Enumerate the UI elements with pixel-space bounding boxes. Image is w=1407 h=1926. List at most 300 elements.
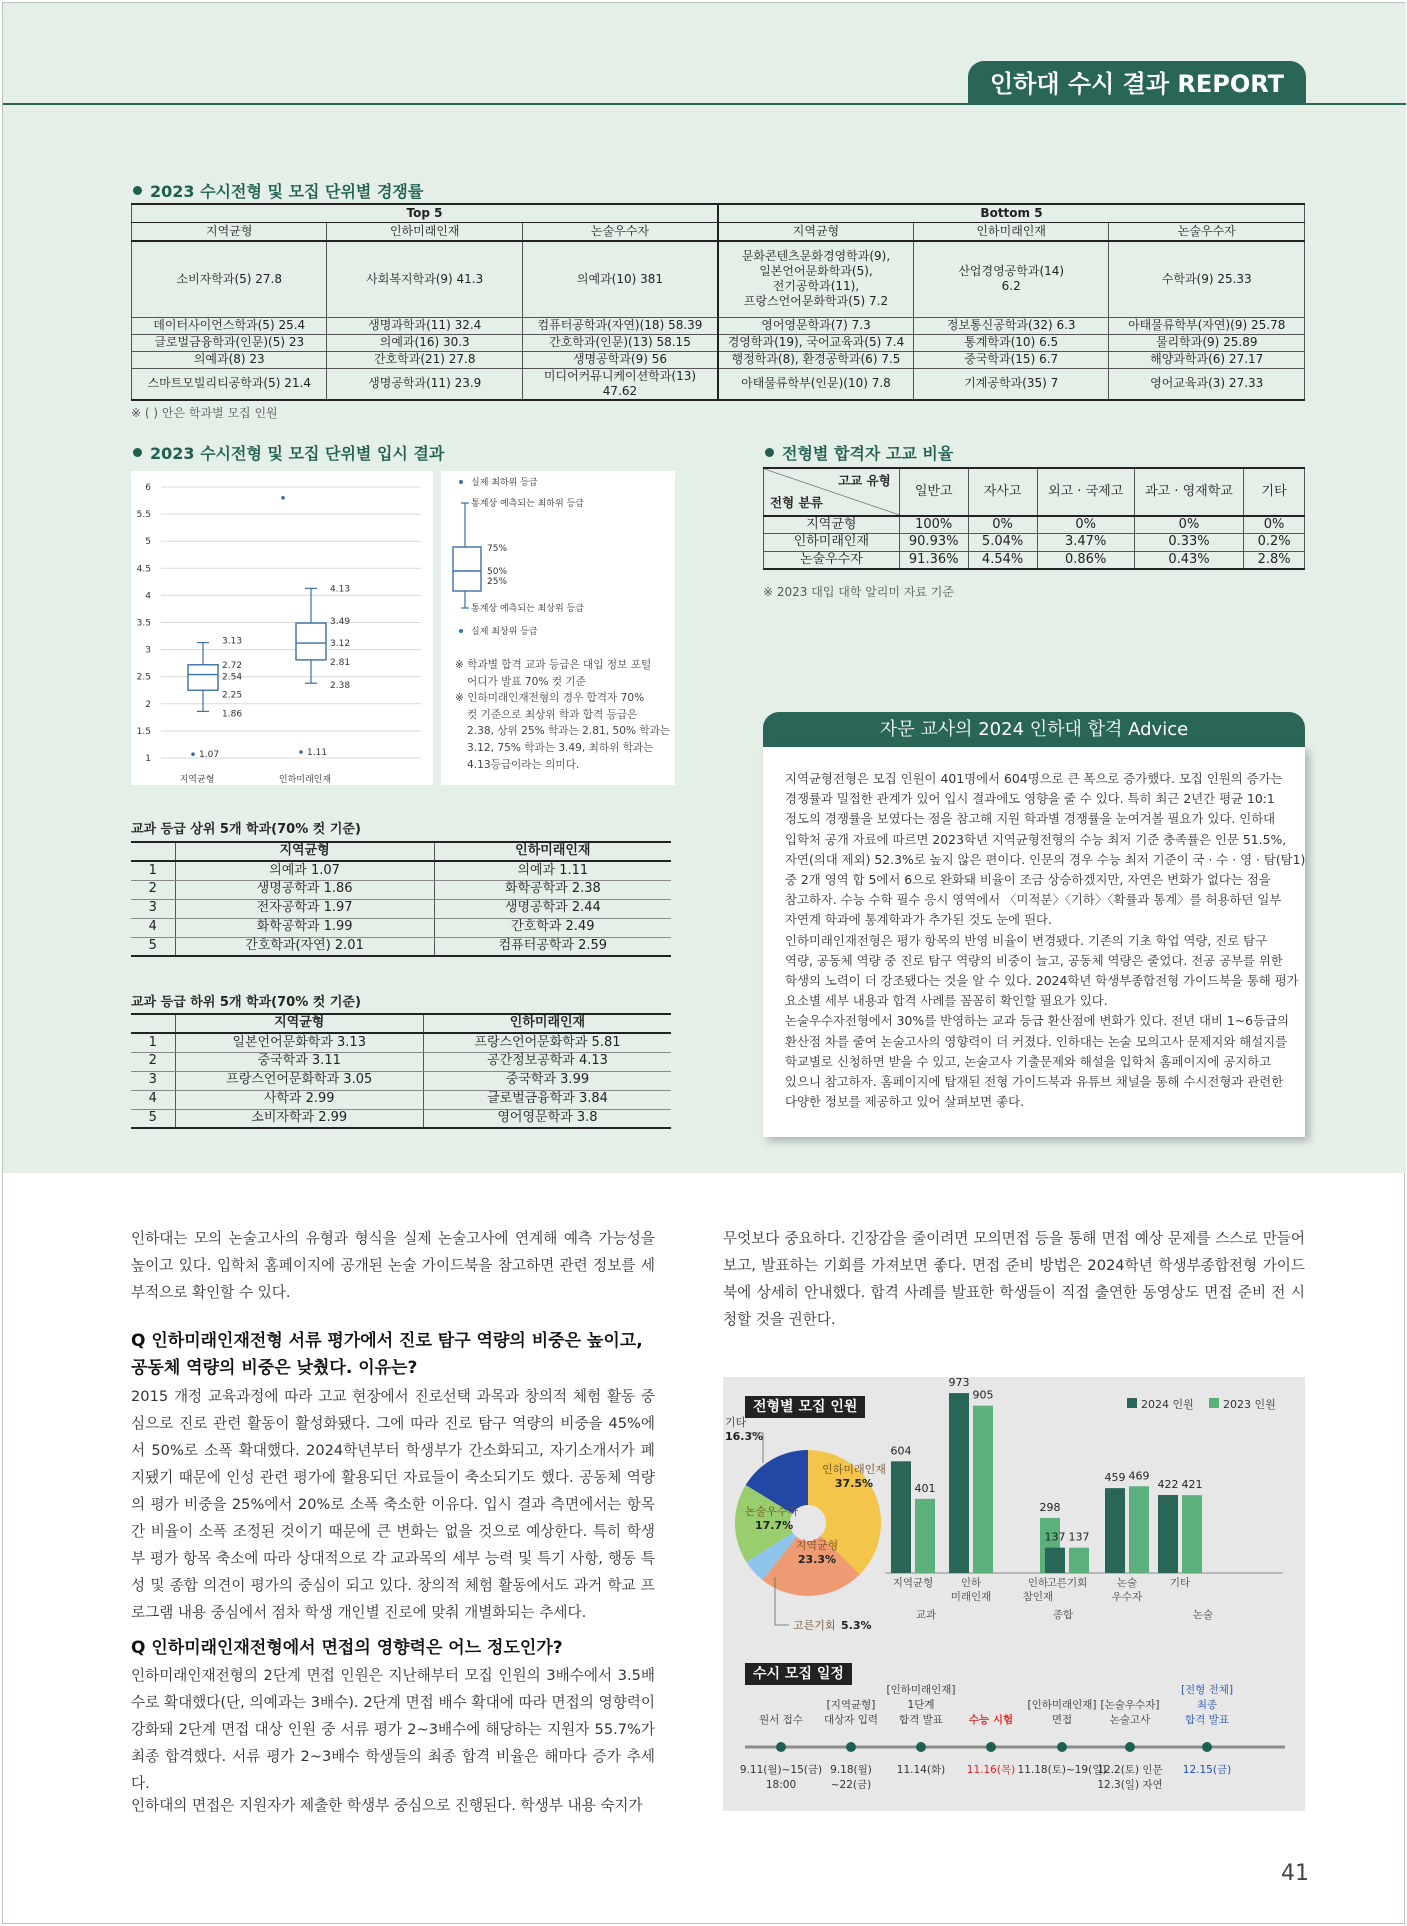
box xyxy=(188,665,218,690)
advice-line: 다양한 정보를 제공하고 있어 살펴보면 좋다. xyxy=(785,1094,1025,1110)
table-row xyxy=(764,534,1305,551)
advice-line: 참고하자. 수능 수학 필수 응시 영역에서 〈미적분〉〈기하〉〈확률과 통계〉를 허용하던 일부 xyxy=(785,892,1282,908)
schedule-step-label: [인하미래인재] xyxy=(886,1684,956,1696)
ratio-cell: 3.47% xyxy=(1037,534,1134,551)
ratio-cell: 5.04% xyxy=(968,534,1037,551)
competition-cell: 정보통신공학과(32) 6.3 xyxy=(913,317,1108,334)
min-point xyxy=(299,750,303,754)
competition-cell: 스마트모빌리티공학과(5) 21.4 xyxy=(132,368,327,400)
competition-cell: 생명공학과(11) 23.9 xyxy=(327,368,522,400)
advice-line: 역량, 공동체 역량 중 진로 탐구 역량의 비중이 늘고, 공동체 역량은 줄었다. 전공 공부를 위한 xyxy=(785,952,1283,968)
track-cell: 지역균형 xyxy=(764,516,900,534)
bar-value-label: 137 xyxy=(1068,1530,1090,1544)
ratio-title: 전형별 합격자 고교 비율 xyxy=(782,444,954,463)
ratio-cell: 0% xyxy=(1244,516,1305,534)
corner-top: 고교 유형 xyxy=(838,473,891,489)
schedule-step-label: 수능 시험 xyxy=(968,1714,1014,1726)
ratio-col: 과고 · 영재학교 xyxy=(1134,468,1243,516)
advice-title: 자문 교사의 2024 인하대 합격 Advice xyxy=(763,712,1305,748)
bar xyxy=(949,1393,969,1573)
pie-slice-name: 기타 xyxy=(725,1416,747,1429)
ratio-cell: 0% xyxy=(968,516,1037,534)
boxplot-chart xyxy=(131,471,433,785)
admission-heading xyxy=(133,441,444,464)
table-row xyxy=(132,351,1305,368)
value-label: 2.54 xyxy=(222,672,243,683)
schedule-step-label: 대상자 입력 xyxy=(823,1714,879,1726)
timeline-dot xyxy=(916,1742,926,1752)
recruit-title: 전형별 모집 인원 xyxy=(745,1396,865,1418)
pie-slice-value: 23.3% xyxy=(797,1553,837,1566)
bar-category-label: 인하 xyxy=(1027,1577,1049,1589)
bar-category-label: 우수자 xyxy=(1111,1591,1143,1603)
dept-cell: 화학공학과 2.38 xyxy=(434,880,671,899)
col-header: 지역균형 xyxy=(175,842,434,861)
top5-title: 교과 등급 상위 5개 학과(70% 컷 기준) xyxy=(131,822,361,837)
x-category-label: 인하미래인재 xyxy=(278,775,332,785)
competition-col: 논술우수자 xyxy=(522,222,718,241)
competition-col: 지역균형 xyxy=(132,222,327,241)
dept-cell: 일본언어문화학과 3.13 xyxy=(175,1033,423,1052)
rank-cell: 2 xyxy=(131,1052,175,1071)
ratio-cell: 91.36% xyxy=(899,551,968,569)
dept-cell: 간호학과(자연) 2.01 xyxy=(175,937,434,956)
pie-slice-value: 17.7% xyxy=(755,1519,794,1532)
schedule-step-date: ~22(금) xyxy=(830,1779,872,1791)
page xyxy=(2,2,1405,1924)
dept-cell: 컴퓨터공학과 2.59 xyxy=(434,937,671,956)
value-label: 2.72 xyxy=(222,660,243,671)
advice-line: 중 2개 영역 합 5에서 6으로 완화돼 비율이 조금 상승하겠지만, 자연은 변화가 없다는 점을 xyxy=(785,872,1271,888)
competition-cell: 미디어커뮤니케이션학과(13) 47.62 xyxy=(522,368,718,400)
pie-slice-value: 16.3% xyxy=(725,1430,764,1443)
competition-col: 논술우수자 xyxy=(1109,222,1305,241)
legend-2024-label: 2024 인원 xyxy=(1141,1398,1194,1411)
schedule-step-label: [지역균형] xyxy=(826,1699,876,1711)
ratio-header-row xyxy=(764,468,1305,516)
boxplot-note-line: 어디가 발표 70% 컷 기준 xyxy=(467,675,586,688)
table-row xyxy=(131,861,671,880)
legend-actual-low: 실제 최하위 등급 xyxy=(471,478,538,488)
schedule-step-label: 합격 발표 xyxy=(1185,1714,1229,1726)
competition-col: 지역균형 xyxy=(718,222,913,241)
schedule-step-label: [인하미래인재] xyxy=(1027,1699,1097,1711)
value-label: 2.25 xyxy=(222,690,243,701)
bar-category-label: 참인재 xyxy=(1022,1591,1054,1603)
legend-dot-icon xyxy=(459,629,463,633)
col-header: 인하미래인재 xyxy=(423,1014,671,1033)
rank-cell: 2 xyxy=(131,880,175,899)
rank-cell: 5 xyxy=(131,937,175,956)
table-row xyxy=(131,1109,671,1128)
competition-cell: 영어영문학과(7) 7.3 xyxy=(718,317,913,334)
dept-cell: 사학과 2.99 xyxy=(175,1090,423,1109)
bar xyxy=(1129,1486,1149,1573)
question-2: Q 인하미래인재전형에서 면접의 영향력은 어느 정도인가? xyxy=(131,1638,563,1658)
dept-cell: 프랑스언어문화학과 5.81 xyxy=(423,1033,671,1052)
rank-cell: 5 xyxy=(131,1109,175,1128)
dept-cell: 의예과 1.11 xyxy=(434,861,671,880)
ratio-cell: 4.54% xyxy=(968,551,1037,569)
bar-value-label: 905 xyxy=(972,1388,994,1402)
bar-value-label: 298 xyxy=(1039,1500,1061,1514)
boxplot-legend-panel xyxy=(441,471,675,785)
legend-p50: 50% xyxy=(487,567,508,577)
advice-line: 입학처 공개 자료에 따르면 2023학년 지역균형전형의 수능 최저 기준 충족률은 인문 51.5%, xyxy=(785,831,1287,847)
y-tick-label: 5.5 xyxy=(136,510,151,521)
y-tick-label: 1.5 xyxy=(136,726,151,737)
table-row xyxy=(131,918,671,937)
col-header: 지역균형 xyxy=(175,1014,423,1033)
schedule-step-date: 18:00 xyxy=(765,1779,797,1791)
competition-cell: 사회복지학과(9) 41.3 xyxy=(327,241,522,317)
ratio-col: 일반고 xyxy=(899,468,968,516)
timeline-dot xyxy=(1057,1742,1067,1752)
rank-cell: 4 xyxy=(131,918,175,937)
legend-2024-swatch xyxy=(1127,1398,1137,1408)
advice-line: 있으니 참고하자. 홈페이지에 탑재된 전형 가이드북과 유튜브 채널을 통해 수시전형과 관련한 xyxy=(785,1074,1284,1090)
bar xyxy=(915,1499,935,1573)
schedule-step-date: 12.3(일) 자연 xyxy=(1097,1779,1163,1791)
bar-value-label: 422 xyxy=(1157,1477,1179,1491)
legend-2023-swatch xyxy=(1209,1398,1219,1408)
x-category-label: 지역균형 xyxy=(179,775,215,785)
y-tick-label: 4.5 xyxy=(136,564,151,575)
competition-cell: 간호학과(인문)(13) 58.15 xyxy=(522,334,718,351)
dept-cell: 프랑스언어문화학과 3.05 xyxy=(175,1071,423,1090)
dept-cell: 글로벌금융학과 3.84 xyxy=(423,1090,671,1109)
schedule-step-label: [논술우수자] xyxy=(1100,1699,1160,1711)
article-right: 무엇보다 중요하다. 긴장감을 줄이려면 모의면접 등을 통해 면접 예상 문제를 스스로 만들어 보고, 발표하는 기회를 가져보면 좋다. 면접 준비 방법은 2024학년 학생부종합전형 가이드북에 상세히 안내했다. 합격 사례를 발표한 학생들이 직접 출연한 동영상도 면접 준비 전 시청할 것을 권한다. xyxy=(723,1230,1305,1328)
bar-group-label: 논술 xyxy=(1192,1609,1214,1621)
bullet-icon xyxy=(765,448,774,457)
bar-value-label: 421 xyxy=(1181,1478,1203,1492)
competition-cell: 중국학과(15) 6.7 xyxy=(913,351,1108,368)
ratio-corner xyxy=(764,468,900,516)
competition-cell: 수학과(9) 25.33 xyxy=(1109,241,1305,317)
top5-table xyxy=(131,841,671,957)
rank-cell: 1 xyxy=(131,861,175,880)
rank-col xyxy=(131,1014,175,1033)
dept-cell: 중국학과 3.99 xyxy=(423,1071,671,1090)
pie-slice-name: 고른기회 xyxy=(793,1619,836,1632)
dept-cell: 간호학과 2.49 xyxy=(434,918,671,937)
top5-label: Top 5 xyxy=(132,204,718,222)
value-label: 1.11 xyxy=(307,748,328,759)
bar-category-label: 지역균형 xyxy=(892,1577,934,1589)
ratio-col: 자사고 xyxy=(968,468,1037,516)
ratio-cell: 0.2% xyxy=(1244,534,1305,551)
ratio-table-wrap xyxy=(763,467,1305,570)
competition-table xyxy=(131,203,1305,401)
min-point xyxy=(191,752,195,756)
pie-slice-name: 지역균형 xyxy=(795,1539,839,1552)
table-row xyxy=(764,551,1305,569)
recruit-charts xyxy=(723,1377,1305,1811)
legend-dot-icon xyxy=(459,480,463,484)
table-row xyxy=(132,317,1305,334)
bar xyxy=(1158,1495,1178,1573)
competition-cell: 아태물류학부(자연)(9) 25.78 xyxy=(1109,317,1305,334)
rank-col xyxy=(131,842,175,861)
answer-1: 2015 개정 교육과정에 따라 고교 현장에서 진로선택 과목과 창의적 체험 활동 중심으로 진로 관련 활동이 활성화됐다. 그에 따라 진로 탐구 역량의 비중을 45%에서 50%로 소폭 확대했다. 2024학년부터 학생부가 간소화되고, 자기소개서가 폐지됐기 때문에 인성 관련 평가에 활용되던 자료들이 축소되기도 했다. 공동체 역량의 평가 비중을 25%에서 20%로 소폭 축소한 이유다. 입시 결과 측면에서는 항목 간 비율이 소폭 조정된 것이기 때문에 큰 변화는 없을 것으로 예상한다. 특히 학생부 평가 항목 축소에 따라 상대적으로 각 교과목의 세부 능력 및 특기 사항, 행동 특성 및 종합 의견이 평가의 중심이 되고 있다. 창의적 체험 활동에서도 과거 학교 프로그램 내용 중심에서 점차 학생 개인별 진로에 맞춰 개별화되는 추세다. xyxy=(131,1388,655,1621)
boxplot-note-line: ※ 학과별 합격 교과 등급은 대입 정보 포털 xyxy=(455,659,652,671)
report-title: 인하대 수시 결과 REPORT xyxy=(968,61,1306,105)
schedule-step-date: 11.18(토)~19(일) xyxy=(1017,1764,1107,1776)
timeline-dot xyxy=(846,1742,856,1752)
value-label: 3.13 xyxy=(222,636,243,647)
timeline-dot xyxy=(776,1742,786,1752)
dept-cell: 의예과 1.07 xyxy=(175,861,434,880)
competition-cell: 의예과(10) 381 xyxy=(522,241,718,317)
competition-cell: 의예과(16) 30.3 xyxy=(327,334,522,351)
pie-slice-name: 논술우수자 xyxy=(745,1505,799,1518)
value-label: 2.81 xyxy=(330,657,351,668)
bar-value-label: 137 xyxy=(1044,1530,1066,1544)
pie-slice-value: 5.3% xyxy=(841,1619,872,1632)
boxplot-notes xyxy=(455,657,670,773)
advice-line: 자연(의대 제외) 52.3%로 높지 않은 편이다. 인문의 경우 수능 최저 기준이 국 · 수 · 영 · 탐(탐1) xyxy=(785,851,1306,867)
question-1: Q 인하미래인재전형 서류 평가에서 진로 탐구 역량의 비중은 높이고, 공동체 역량의 비중은 낮췄다. 이유는? xyxy=(131,1331,643,1378)
bar-value-label: 604 xyxy=(890,1444,912,1458)
value-label: 3.12 xyxy=(330,639,351,650)
advice-line: 자연계 학과에 통계학과가 추가된 것도 눈에 띈다. xyxy=(785,912,1052,928)
bar-value-label: 973 xyxy=(948,1377,970,1390)
table-header-row xyxy=(131,842,671,861)
rank-cell: 3 xyxy=(131,899,175,918)
ratio-table xyxy=(763,467,1305,570)
bottom5-table-wrap xyxy=(131,1013,671,1129)
competition-cell: 경영학과(19), 국어교육과(5) 7.4 xyxy=(718,334,913,351)
table-row xyxy=(131,1033,671,1052)
ratio-cell: 90.93% xyxy=(899,534,968,551)
y-tick-label: 2.5 xyxy=(136,672,151,683)
track-cell: 인하미래인재 xyxy=(764,534,900,551)
legend-box xyxy=(453,547,481,591)
table-row xyxy=(131,1052,671,1071)
bar-value-label: 469 xyxy=(1128,1469,1150,1483)
y-tick-label: 5 xyxy=(145,537,151,548)
ratio-cell: 100% xyxy=(899,516,968,534)
legend-actual-high: 실제 최상위 등급 xyxy=(471,627,538,637)
table-row xyxy=(764,516,1305,534)
boxplot-note-line: 컷 기준으로 최상위 학과 합격 등급은 xyxy=(467,708,638,721)
competition-heading xyxy=(133,179,423,202)
competition-cell: 생명과학과(11) 32.4 xyxy=(327,317,522,334)
table-row xyxy=(131,937,671,956)
bar-category-label: 고른기회 xyxy=(1046,1577,1088,1589)
advice-line: 환산점 차를 줄여 논술고사의 영향력이 더 커졌다. 인하대는 논술 모의고사 문제지와 해설지를 xyxy=(785,1033,1288,1049)
bottom5-table xyxy=(131,1013,671,1129)
ratio-col: 외고 · 국제고 xyxy=(1037,468,1134,516)
advice-line: 논술우수자전형에서 30%를 반영하는 교과 등급 환산점에 변화가 있다. 전년 대비 1~6등급의 xyxy=(785,1013,1289,1029)
legend-p25: 25% xyxy=(487,577,508,587)
rank-cell: 1 xyxy=(131,1033,175,1052)
timeline-dot xyxy=(1125,1742,1135,1752)
bar xyxy=(1045,1548,1065,1573)
answer-2-cont: 인하대의 면접은 지원자가 제출한 학생부 중심으로 진행된다. 학생부 내용 숙지가 xyxy=(131,1797,643,1814)
y-tick-label: 3.5 xyxy=(136,618,151,629)
y-tick-label: 6 xyxy=(145,483,151,493)
value-label: 1.86 xyxy=(222,709,243,720)
competition-cell: 아태물류학부(인문)(10) 7.8 xyxy=(718,368,913,400)
dept-cell: 소비자학과 2.99 xyxy=(175,1109,423,1128)
competition-cell: 행정학과(8), 환경공학과(6) 7.5 xyxy=(718,351,913,368)
dept-cell: 생명공학과 1.86 xyxy=(175,880,434,899)
boxplot-note-line: ※ 인하미래인재전형의 경우 합격자 70% xyxy=(455,692,645,705)
bottom5-label: Bottom 5 xyxy=(718,204,1305,222)
schedule-title: 수시 모집 일정 xyxy=(745,1663,852,1685)
table-row xyxy=(132,368,1305,400)
pie-slice-value: 37.5% xyxy=(834,1477,874,1490)
ratio-heading xyxy=(765,441,953,464)
pie-slice-name: 인하미래인재 xyxy=(822,1463,886,1476)
bullet-icon xyxy=(133,186,142,195)
ratio-cell: 0.33% xyxy=(1134,534,1243,551)
legend-2023-label: 2023 인원 xyxy=(1223,1398,1276,1411)
ratio-note: ※ 2023 대입 대학 알리미 자료 기준 xyxy=(763,585,954,599)
competition-cell: 기계공학과(35) 7 xyxy=(913,368,1108,400)
advice-line: 지역균형전형은 모집 인원이 401명에서 604명으로 큰 폭으로 증가했다. 모집 인원의 증가는 xyxy=(785,771,1283,786)
legend-est-low: 통계상 예측되는 최하위 등급 xyxy=(471,499,584,509)
track-cell: 논술우수자 xyxy=(764,551,900,569)
col-header: 인하미래인재 xyxy=(434,842,671,861)
schedule-step-date: 12.15(금) xyxy=(1182,1764,1232,1776)
schedule-step-date: 11.14(화) xyxy=(896,1764,946,1776)
schedule-step-label: 논술고사 xyxy=(1109,1714,1151,1726)
competition-cell: 글로벌금융학과(인문)(5) 23 xyxy=(132,334,327,351)
timeline-dot xyxy=(1202,1742,1212,1752)
competition-title: 2023 수시전형 및 모집 단위별 경쟁률 xyxy=(150,182,424,201)
competition-group-header xyxy=(132,204,1305,222)
schedule-step-label: 최종 xyxy=(1196,1699,1218,1711)
table-row xyxy=(131,899,671,918)
competition-cell: 산업경영공학과(14) 6.2 xyxy=(913,241,1108,317)
answer-2: 인하미래인재전형의 2단계 면접 인원은 지난해부터 모집 인원의 3배수에서 3.5배수로 확대했다(단, 의예과는 3배수). 2단계 면접 배수 확대에 따라 면접의 영향력이 강화돼 2단계 면접 대상 인원 중 서류 평가 2~3배수에 해당하는 지원자 55.7%가 최종 합격했다. 서류 평가 2~3배수 학생들의 최종 합격 비율은 해마다 증가 추세다. xyxy=(131,1667,655,1792)
advice-line: 요소별 세부 내용과 합격 사례를 꼼꼼히 확인할 필요가 있다. xyxy=(785,993,1108,1009)
boxplot-panel xyxy=(131,471,433,785)
competition-cell: 해양과학과(6) 27.17 xyxy=(1109,351,1305,368)
rank-cell: 4 xyxy=(131,1090,175,1109)
competition-col-header xyxy=(132,222,1305,241)
table-row xyxy=(132,241,1305,317)
header-rule xyxy=(3,103,1406,105)
boxplot-note-line: 3.12, 75% 학과는 3.49, 최하위 학과는 xyxy=(467,741,654,754)
competition-col: 인하미래인재 xyxy=(327,222,522,241)
y-tick-label: 1 xyxy=(145,754,151,764)
ratio-cell: 0% xyxy=(1037,516,1134,534)
schedule-step-date: 11.16(목) xyxy=(966,1764,1016,1776)
y-tick-label: 4 xyxy=(145,591,151,602)
table-row xyxy=(131,1090,671,1109)
dept-cell: 생명공학과 2.44 xyxy=(434,899,671,918)
boxplot-note-line: 4.13등급이라는 의미다. xyxy=(467,758,580,771)
bottom5-title: 교과 등급 하위 5개 학과(70% 컷 기준) xyxy=(131,995,361,1010)
timeline-dot xyxy=(986,1742,996,1752)
legend-p75: 75% xyxy=(487,544,508,554)
competition-cell: 의예과(8) 23 xyxy=(132,351,327,368)
table-row xyxy=(132,334,1305,351)
advice-box xyxy=(763,747,1305,1137)
advice-line: 학생의 노력이 더 강조됐다는 것을 알 수 있다. 2024학년 학생부종합전형 가이드북을 통해 평가 xyxy=(785,973,1299,989)
bar xyxy=(1069,1548,1089,1573)
advice-line: 경쟁률과 밀접한 관계가 있어 입시 결과에도 영향을 줄 수 있다. 특히 최근 2년간 평균 10:1 xyxy=(785,791,1275,807)
bar xyxy=(891,1461,911,1573)
dept-cell: 공간정보공학과 4.13 xyxy=(423,1052,671,1071)
competition-note: ※ ( ) 안은 학과별 모집 인원 xyxy=(131,406,278,420)
ratio-cell: 0% xyxy=(1134,516,1243,534)
schedule-step-label: 1단계 xyxy=(907,1699,935,1711)
schedule-step-label: 합격 발표 xyxy=(899,1714,943,1726)
competition-cell: 소비자학과(5) 27.8 xyxy=(132,241,327,317)
y-tick-label: 2 xyxy=(145,699,151,710)
bar-category-label: 미래인재 xyxy=(950,1591,992,1603)
bar xyxy=(1105,1488,1125,1573)
schedule-step-date: 9.18(월) xyxy=(830,1764,872,1776)
ratio-cell: 2.8% xyxy=(1244,551,1305,569)
dept-cell: 전자공학과 1.97 xyxy=(175,899,434,918)
bar xyxy=(973,1406,993,1573)
ratio-cell: 0.86% xyxy=(1037,551,1134,569)
advice-line: 학교별로 신청하면 받을 수 있고, 논술고사 기출문제와 해설을 입학처 홈페이지에 공지하고 xyxy=(785,1053,1272,1069)
corner-bottom: 전형 분류 xyxy=(770,495,823,510)
bar xyxy=(1182,1495,1202,1573)
article-intro: 인하대는 모의 논술고사의 유형과 형식을 실제 논술고사에 연계해 예측 가능성을 높이고 있다. 입학처 홈페이지에 공개된 논술 가이드북을 참고하면 관련 정보를 세부적으로 확인할 수 있다. xyxy=(131,1230,655,1301)
schedule-step-label: 원서 접수 xyxy=(759,1714,803,1726)
competition-cell: 문화콘텐츠문화경영학과(9), 일본언어문화학과(5), 전기공학과(11), 프랑스언어문화학과(5) 7.2 xyxy=(718,241,913,317)
admission-title: 2023 수시전형 및 모집 단위별 입시 결과 xyxy=(150,444,445,463)
recruit-infographic xyxy=(723,1377,1305,1811)
competition-cell: 통계학과(10) 6.5 xyxy=(913,334,1108,351)
top5-table-wrap xyxy=(131,841,671,957)
competition-cell: 영어교육과(3) 27.33 xyxy=(1109,368,1305,400)
dept-cell: 중국학과 3.11 xyxy=(175,1052,423,1071)
bar-group-label: 교과 xyxy=(915,1609,937,1621)
schedule-step-date: 12.2(토) 인문 xyxy=(1097,1764,1163,1776)
table-row xyxy=(131,880,671,899)
competition-col: 인하미래인재 xyxy=(913,222,1108,241)
table-header-row xyxy=(131,1014,671,1033)
schedule-step-date: 9.11(월)~15(금) xyxy=(739,1764,823,1776)
competition-cell: 물리학과(9) 25.89 xyxy=(1109,334,1305,351)
bar-value-label: 459 xyxy=(1104,1471,1126,1485)
value-label: 3.49 xyxy=(330,617,351,628)
competition-cell: 컴퓨터공학과(자연)(18) 58.39 xyxy=(522,317,718,334)
ratio-col: 기타 xyxy=(1244,468,1305,516)
rank-cell: 3 xyxy=(131,1071,175,1090)
bar-category-label: 기타 xyxy=(1169,1577,1191,1589)
bar-value-label: 401 xyxy=(914,1481,936,1495)
value-label: 1.07 xyxy=(199,750,220,761)
value-label: 2.38 xyxy=(330,681,351,692)
boxplot-note-line: 2.38, 상위 25% 학과는 2.81, 50% 학과는 xyxy=(467,725,671,738)
value-label: 4.13 xyxy=(330,584,351,595)
box xyxy=(296,623,326,660)
advice-line: 정도의 경쟁률을 보였다는 점을 참고해 지원 학과별 경쟁률을 눈여겨볼 필요가 있다. 인하대 xyxy=(785,811,1276,827)
competition-cell: 생명공학과(9) 56 xyxy=(522,351,718,368)
schedule-step-label: [전형 전체] xyxy=(1180,1684,1234,1696)
page-number: 41 xyxy=(1281,1861,1309,1886)
bullet-icon xyxy=(133,448,142,457)
competition-cell: 데이터사이언스학과(5) 25.4 xyxy=(132,317,327,334)
bar-category-label: 논술 xyxy=(1116,1577,1138,1589)
y-tick-label: 3 xyxy=(145,645,151,656)
ratio-cell: 0.43% xyxy=(1134,551,1243,569)
bar-category-label: 인하 xyxy=(960,1577,982,1589)
bar-group-label: 종합 xyxy=(1052,1609,1074,1621)
schedule-step-label: 면접 xyxy=(1051,1714,1073,1726)
outlier-point xyxy=(281,496,285,500)
